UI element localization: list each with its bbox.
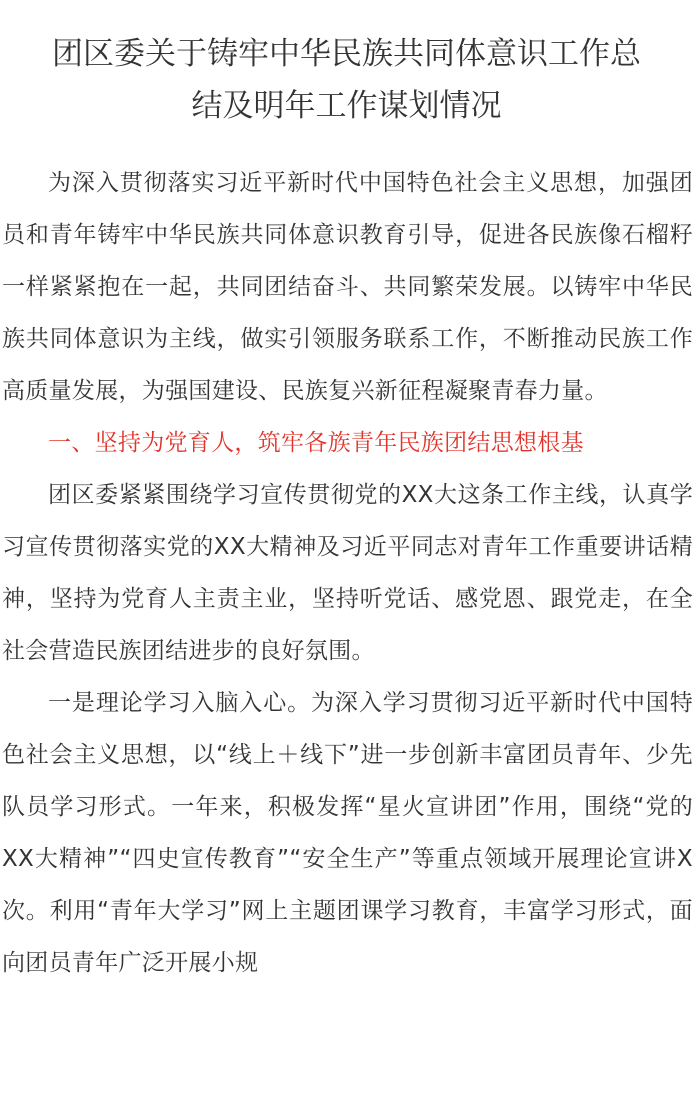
document-title-line2: 结及明年工作谋划情况 [191,88,502,124]
intro-paragraph: 为深入贯彻落实习近平新时代中国特色社会主义思想，加强团员和青年铸牢中华民族共同体意识教育引导，促进各民族像石榴籽一样紧紧抱在一起，共同团结奋斗、共同繁荣发展。以铸牢中华民族共同体意识为主线，做实引领服务联系工作，不断推动民族工作高质量发展，为强国建设、民族复兴新征程凝聚青春力量。 [2,170,693,404]
document-title [0,28,693,132]
section1-body-paragraph: 团区委紧紧围绕学习宣传贯彻党的XX大这条工作主线，认真学习宣传贯彻落实党的XX大精神及习近平同志对青年工作重要讲话精神，坚持为党育人主责主业，坚持听党话、感党恩、跟党走，在全社会营造民族团结进步的良好氛围。 [2,482,693,664]
document-title-line1: 团区委关于铸牢中华民族共同体意识工作总 [52,36,641,72]
section-heading-1: 一、坚持为党育人，筑牢各族青年民族团结思想根基 [48,430,584,456]
document-body [2,157,693,989]
section1-point1-paragraph: 一是理论学习入脑入心。为深入学习贯彻习近平新时代中国特色社会主义思想，以“线上＋线下”进一步创新丰富团员青年、少先队员学习形式。一年来，积极发挥“星火宣讲团”作用，围绕“党的XX大精神”“四史宣传教育”“安全生产”等重点领域开展理论宣讲X次。利用“青年大学习”网上主题团课学习教育，丰富学习形式，面向团员青年广泛开展小规 [2,690,693,976]
